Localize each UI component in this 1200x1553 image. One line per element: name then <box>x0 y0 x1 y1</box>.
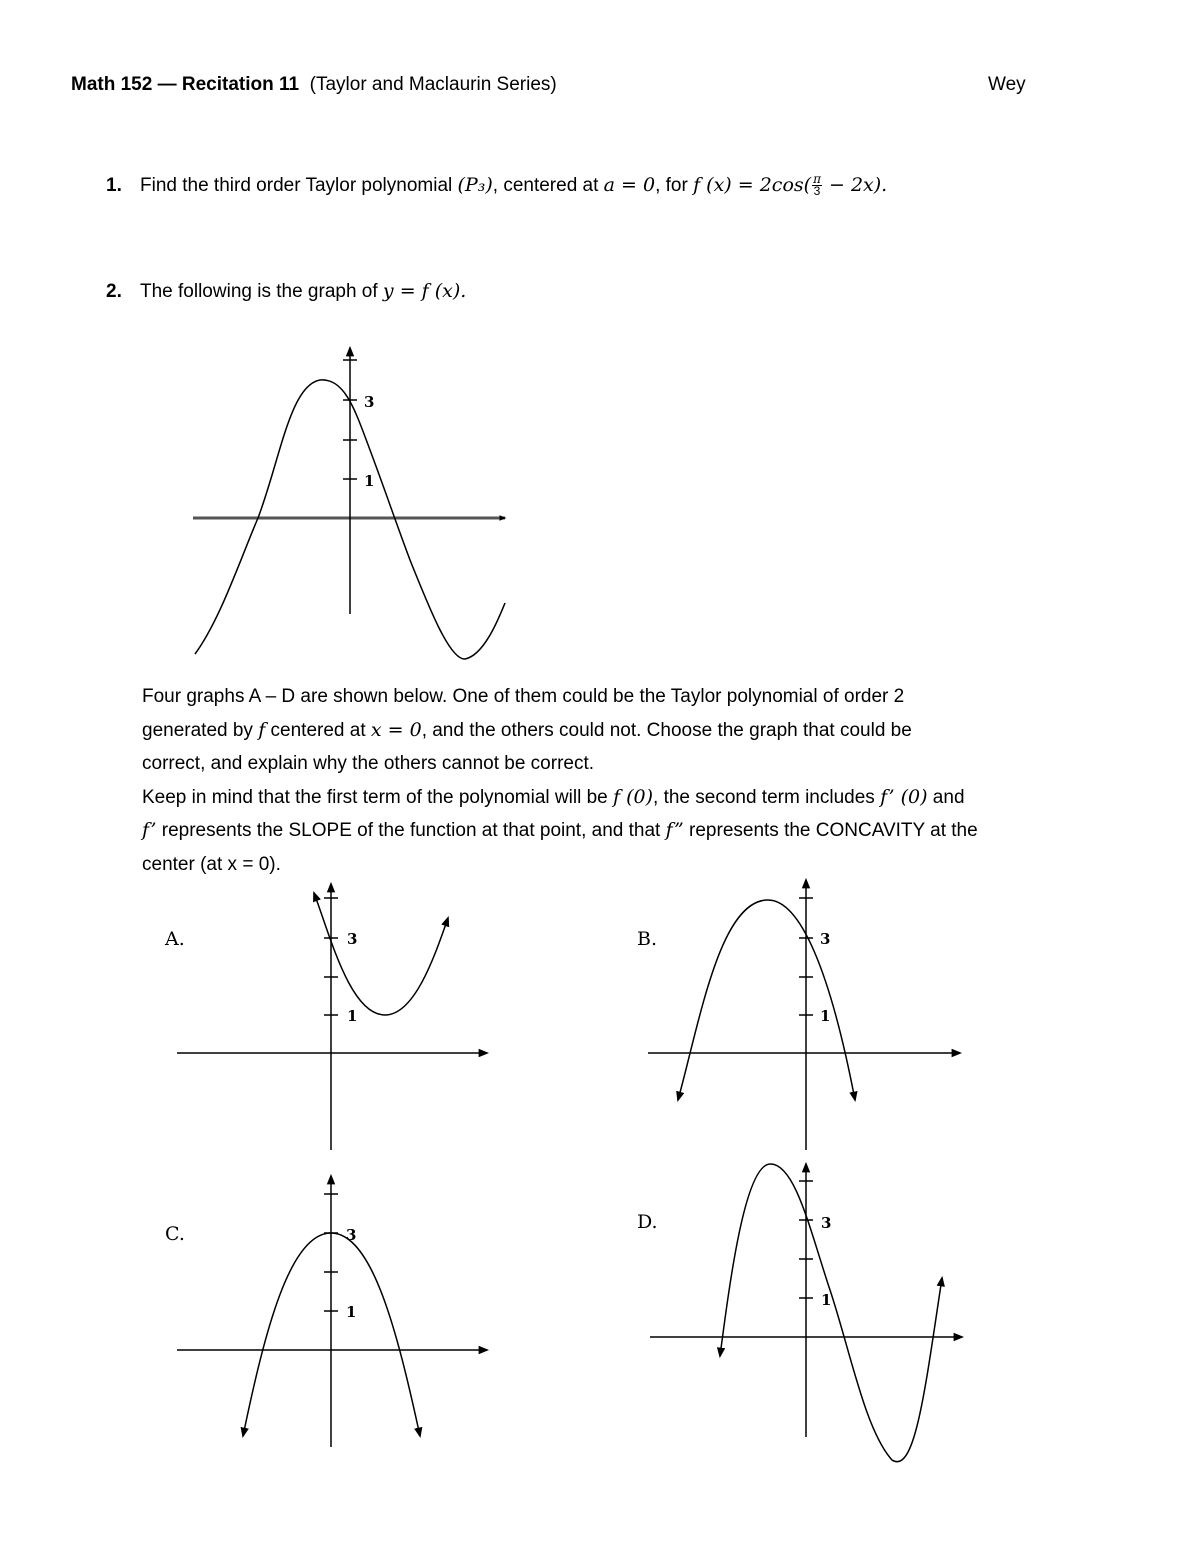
graph-d-tick-3: 3 <box>821 1214 832 1232</box>
fraction-denominator: 3 <box>813 184 821 199</box>
graph-b <box>637 880 960 1150</box>
question-1-center: a = 0 <box>603 174 656 196</box>
graph-c-label: C. <box>165 1223 185 1245</box>
para-line-4a: Keep in mind that the first term of the polynomial will be <box>142 786 614 808</box>
question-1-text-for: , for <box>655 175 694 196</box>
main-graph <box>193 348 505 659</box>
question-1-text-mid: , centered at <box>492 175 604 196</box>
graph-b-tick-3: 3 <box>820 930 831 948</box>
para-line-2-x: x = 0 <box>370 718 422 741</box>
para-line-4-fprime: f’ (0) <box>880 785 928 808</box>
graph-d-curve <box>720 1164 942 1462</box>
question-1-function: f (x) = 2cos( <box>693 174 812 196</box>
author-name: Wey <box>988 74 1026 95</box>
para-line-3: correct, and explain why the others cannot be correct. <box>142 753 595 774</box>
para-line-2-f: f <box>258 718 266 741</box>
question-1-function-end: − 2x). <box>822 174 888 196</box>
graph-a-curve <box>314 893 448 1015</box>
para-line-2c: , and the others could not. Choose the graph that could be <box>421 719 912 741</box>
graph-d <box>637 1164 962 1462</box>
question-1-number: 1. <box>106 175 122 196</box>
graph-b-tick-1: 1 <box>820 1007 831 1025</box>
para-line-1: Four graphs A – D are shown below. One of them could be the Taylor polynomial of order 2 <box>142 686 905 707</box>
topic-subtitle: (Taylor and Maclaurin Series) <box>309 74 557 95</box>
course-title: Math 152 — Recitation 11 <box>71 74 300 95</box>
main-tick-1: 1 <box>364 472 375 490</box>
para-line-5b: represents the SLOPE of the function at that point, and that <box>156 820 666 841</box>
question-1-text: Find the third order Taylor polynomial <box>140 175 458 196</box>
question-2-text: The following is the graph of <box>140 281 383 302</box>
graph-c <box>165 1176 487 1447</box>
para-line-4-f0: f (0) <box>613 785 654 808</box>
question-2-number: 2. <box>106 281 122 302</box>
graph-a-tick-1: 1 <box>347 1007 358 1025</box>
graph-b-label: B. <box>637 928 658 950</box>
para-line-2a: generated by <box>142 719 259 741</box>
question-2-equation: y = f (x). <box>382 280 467 302</box>
graph-a-label: A. <box>165 928 185 950</box>
para-line-4b: , the second term includes <box>653 786 881 808</box>
para-line-5-fdoubleprime: f” <box>665 819 684 841</box>
main-tick-3: 3 <box>364 393 375 411</box>
para-line-5c: represents the CONCAVITY at the <box>683 820 978 841</box>
para-line-4c: and <box>927 786 965 808</box>
para-line-6: center (at x = 0). <box>142 853 281 875</box>
graph-a-tick-3: 3 <box>347 930 358 948</box>
graph-d-tick-1: 1 <box>821 1291 832 1309</box>
fraction-numerator: π <box>813 172 821 187</box>
para-line-2b: centered at <box>265 719 371 741</box>
graph-a <box>164 884 487 1150</box>
graph-c-tick-3: 3 <box>346 1226 357 1244</box>
graph-c-tick-1: 1 <box>346 1303 357 1321</box>
graph-d-label: D. <box>637 1211 658 1233</box>
question-1-p3: (P₃) <box>457 174 493 196</box>
para-line-5-fprime: f’ <box>142 819 157 841</box>
